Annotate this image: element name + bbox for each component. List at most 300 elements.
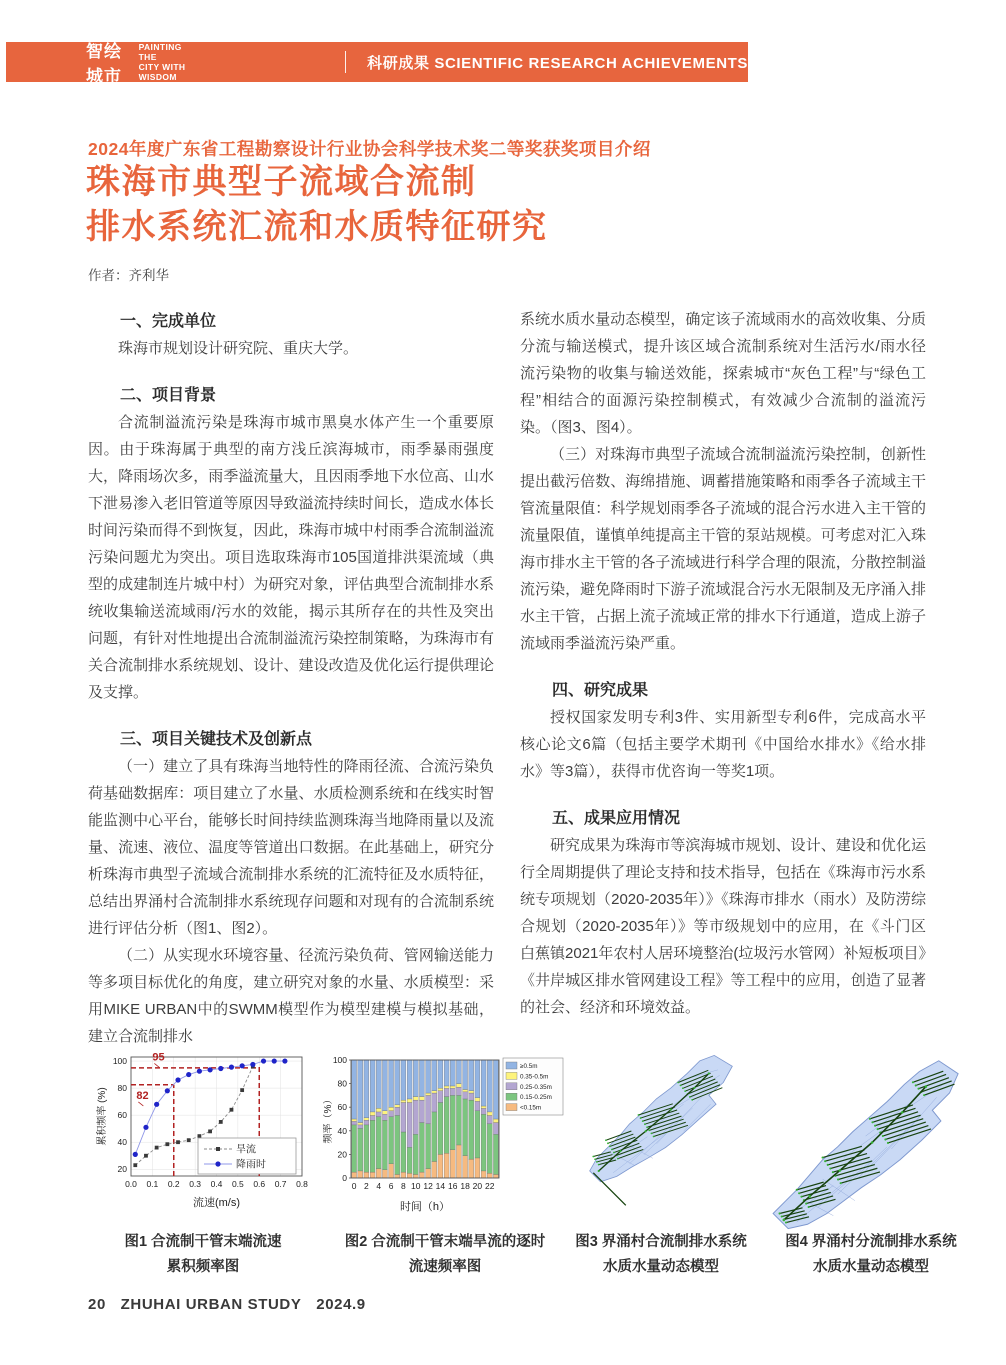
- legend-swatch: [506, 1104, 517, 1111]
- x-tick-label: 22: [485, 1181, 495, 1191]
- x-tick-label: 10: [411, 1181, 421, 1191]
- bar-segment: [376, 1108, 381, 1112]
- bar-segment: [389, 1117, 394, 1164]
- node-dot: [874, 1125, 876, 1127]
- legend-label: 旱流: [236, 1144, 256, 1156]
- bar-segment: [364, 1172, 369, 1178]
- data-point: [229, 1065, 234, 1070]
- node-dot: [796, 1189, 798, 1191]
- bar-segment: [463, 1099, 468, 1156]
- bar-segment: [463, 1156, 468, 1178]
- bar-segment: [469, 1091, 474, 1093]
- bar-segment: [426, 1169, 431, 1178]
- bar-segment: [426, 1095, 431, 1123]
- data-point: [143, 1125, 148, 1130]
- node-dot: [609, 1146, 611, 1148]
- paragraph: 珠海市规划设计研究院、重庆大学。: [118, 340, 359, 357]
- figure-1-chart: [92, 1050, 314, 1222]
- node-dot: [798, 1192, 800, 1194]
- x-tick-label: 20: [472, 1181, 483, 1191]
- bar-segment: [493, 1134, 498, 1174]
- node-dot: [689, 1096, 691, 1098]
- node-dot: [670, 1108, 672, 1110]
- node-dot: [646, 1126, 648, 1128]
- y-tick-label: 80: [117, 1083, 127, 1094]
- bar-segment: [364, 1118, 369, 1120]
- bar-segment: [438, 1091, 443, 1103]
- figure-4-caption-line1: 图4 界涌村分流制排水系统: [785, 1234, 957, 1250]
- figure-4-map-svg: [758, 1050, 984, 1249]
- article-title: [86, 160, 548, 250]
- node-dot: [642, 1120, 644, 1122]
- node-dot: [824, 1160, 826, 1162]
- legend-label: ≥0.5m: [520, 1063, 538, 1070]
- bar-segment: [419, 1060, 424, 1097]
- bar-segment: [407, 1102, 412, 1147]
- bar-segment: [382, 1120, 387, 1170]
- y-axis-label: 累积频率 (%): [97, 1087, 108, 1146]
- node-dot: [648, 1129, 650, 1131]
- figure-1-caption-line2: 累积频率图: [166, 1259, 240, 1275]
- data-point: [165, 1088, 170, 1093]
- y-tick-label: 60: [337, 1102, 347, 1113]
- author-line: 作者：齐利华: [88, 268, 169, 283]
- bar-segment: [376, 1117, 381, 1169]
- bar-segment: [444, 1060, 449, 1086]
- node-dot: [829, 1167, 831, 1169]
- node-dot: [800, 1196, 802, 1198]
- y-tick-label: 40: [117, 1137, 127, 1148]
- node-dot: [822, 1156, 824, 1158]
- bar-segment: [426, 1124, 431, 1169]
- node-dot: [871, 1141, 874, 1144]
- y-tick-label: 40: [337, 1125, 347, 1136]
- node-dot: [869, 1118, 871, 1120]
- bar-segment: [407, 1099, 412, 1103]
- node-dot: [598, 1164, 600, 1166]
- node-dot: [783, 1219, 786, 1222]
- bar-segment: [401, 1060, 406, 1100]
- bar-segment: [481, 1106, 486, 1108]
- bar-segment: [401, 1100, 406, 1102]
- node-dot: [901, 1111, 904, 1114]
- bar-segment: [481, 1108, 486, 1114]
- data-point: [282, 1058, 287, 1063]
- x-tick-label: 0.7: [274, 1179, 287, 1189]
- x-tick-label: 0.3: [189, 1179, 202, 1189]
- bar-segment: [358, 1128, 363, 1170]
- figure-4-caption: [752, 1230, 990, 1280]
- data-point: [187, 1138, 191, 1142]
- legend-marker: [215, 1161, 220, 1166]
- bar-segment: [463, 1090, 468, 1092]
- bar-segment: [413, 1134, 418, 1174]
- bar-segment: [382, 1114, 387, 1120]
- bar-segment: [364, 1120, 369, 1125]
- figure-1-chart-svg: [96, 1050, 310, 1210]
- x-axis-label: 时间（h）: [399, 1201, 451, 1213]
- section-heading: 三、项目关键技术及创新点: [120, 731, 313, 748]
- x-tick-label: 0.0: [125, 1179, 137, 1189]
- annotation: 95: [152, 1051, 165, 1064]
- bar-segment: [493, 1174, 498, 1178]
- data-point: [219, 1120, 223, 1124]
- bar-segment: [352, 1172, 357, 1178]
- bar-segment: [352, 1121, 357, 1125]
- bar-segment: [395, 1060, 400, 1105]
- node-dot: [884, 1138, 886, 1140]
- bar-segment: [419, 1123, 424, 1173]
- data-point: [240, 1088, 244, 1092]
- bar-segment: [463, 1060, 468, 1090]
- node-dot: [877, 1128, 879, 1130]
- data-point: [208, 1129, 212, 1133]
- legend-label: 0.35-0.5m: [520, 1073, 549, 1081]
- node-dot: [832, 1171, 834, 1173]
- bar-segment: [352, 1119, 357, 1121]
- bar-segment: [413, 1174, 418, 1178]
- bar-segment: [364, 1125, 369, 1172]
- node-dot: [708, 1072, 710, 1074]
- bar-segment: [438, 1102, 443, 1154]
- bar-segment: [419, 1097, 424, 1101]
- figure-3-map: [562, 1050, 760, 1222]
- section-heading: 一、完成单位: [120, 313, 217, 330]
- right-column: [520, 306, 926, 1021]
- node-dot: [611, 1149, 613, 1151]
- bar-segment: [358, 1060, 363, 1123]
- node-dot: [691, 1099, 693, 1101]
- x-axis-label: 流速(m/s): [192, 1197, 241, 1209]
- bar-segment: [444, 1097, 449, 1154]
- bar-segment: [469, 1060, 474, 1091]
- node-dot: [613, 1152, 615, 1154]
- x-tick-label: 0.1: [146, 1179, 159, 1189]
- header-divider: [345, 51, 346, 73]
- node-dot: [923, 1094, 925, 1096]
- bar-segment: [481, 1171, 486, 1178]
- figure-3-caption-line2: 水质水量动态模型: [603, 1259, 719, 1275]
- bar-segment: [364, 1060, 369, 1118]
- bar-segment: [450, 1095, 455, 1149]
- bar-segment: [456, 1087, 461, 1095]
- y-tick-label: 20: [117, 1164, 127, 1175]
- bar-segment: [438, 1088, 443, 1090]
- bar-segment: [376, 1060, 381, 1108]
- node-dot: [617, 1158, 619, 1160]
- x-tick-label: 18: [460, 1181, 470, 1191]
- bar-segment: [358, 1171, 363, 1178]
- bar-segment: [389, 1107, 394, 1111]
- bar-segment: [389, 1111, 394, 1117]
- legend-swatch: [506, 1062, 517, 1069]
- section-heading: 二、项目背景: [120, 387, 217, 404]
- x-tick-label: 0.2: [167, 1179, 180, 1189]
- bar-segment: [382, 1111, 387, 1115]
- bar-segment: [475, 1111, 480, 1158]
- node-dot: [882, 1135, 884, 1137]
- node-dot: [598, 1170, 600, 1172]
- legend-label: 降雨时: [236, 1159, 266, 1171]
- x-tick-label: 8: [401, 1181, 406, 1191]
- legend-label: <0.15m: [520, 1104, 542, 1112]
- bar-segment: [469, 1100, 474, 1159]
- x-tick-label: 12: [423, 1181, 433, 1191]
- x-tick-label: 4: [376, 1181, 382, 1191]
- y-axis-label: 频率（%）: [323, 1094, 334, 1144]
- bar-segment: [407, 1173, 412, 1178]
- figure-4-caption-line2: 水质水量动态模型: [813, 1259, 929, 1275]
- bar-segment: [401, 1172, 406, 1178]
- bar-segment: [395, 1105, 400, 1107]
- y-tick-label: 60: [117, 1110, 127, 1121]
- data-point: [198, 1134, 202, 1138]
- bar-segment: [376, 1169, 381, 1178]
- figure-3-map-svg: [566, 1050, 756, 1217]
- node-dot: [808, 1206, 810, 1208]
- data-point: [165, 1142, 169, 1146]
- bar-segment: [407, 1060, 412, 1099]
- node-dot: [644, 1123, 646, 1125]
- node-dot: [596, 1161, 598, 1163]
- data-point: [175, 1077, 180, 1082]
- bar-segment: [444, 1088, 449, 1096]
- bar-segment: [358, 1123, 363, 1125]
- data-point: [133, 1163, 137, 1167]
- node-dot: [640, 1117, 642, 1119]
- bar-segment: [413, 1097, 418, 1101]
- brand-logo-text: 智绘城市: [86, 42, 122, 86]
- paragraph: 合流制溢流污染是珠海市城市黑臭水体产生一个重要原因。由于珠海属于典型的南方浅丘滨海城市，雨季暴雨强度大，降雨场次多，雨季溢流量大，且因雨季地下水位高、山水下泄易渗入老旧管道等原因导致溢流持续时间长，造成水体长时间污染而得不到恢复，因此，珠海市城中村雨季合流制溢流污染问题尤为突出。项目选取珠海市105国道排洪渠流域（典型的成建制连片城中村）为研究对象，评估典型合流制排水系统收集输送流域雨/污水的效能，揭示其所存在的共性及突出问题，有针对性地提出合流制溢流污染控制策略，为珠海市有关合流制排水系统规划、设计、建设改造及优化运行提供理论及支撑。: [88, 414, 494, 701]
- data-point: [197, 1069, 202, 1074]
- legend-swatch: [506, 1093, 517, 1100]
- data-point: [261, 1058, 266, 1063]
- bar-segment: [487, 1124, 492, 1174]
- x-tick-label: 0.6: [253, 1179, 266, 1189]
- bar-segment: [450, 1150, 455, 1178]
- bar-segment: [450, 1060, 455, 1086]
- x-tick-label: 0: [351, 1181, 357, 1191]
- paragraph: 研究成果为珠海市等滨海城市规划、设计、建设和优化运行全周期提供了理论支持和技术指导，包括在《珠海市污水系统专项规划（2020-2035年）》《珠海市排水（雨水）及防涝综合规划（2020-2035年）》等市级规划中的应用，在《斗门区白蕉镇2021年农村人居环境整治(垃圾污水管网）补短板项目》《井岸城区排水管网建设工程》等工程中的应用，创造了显著的社会、经济和环境效益。: [520, 837, 926, 1016]
- bar-segment: [438, 1060, 443, 1088]
- figure-2-chart: [320, 1050, 570, 1222]
- x-tick-label: 14: [435, 1181, 446, 1191]
- node-dot: [592, 1156, 594, 1158]
- figure-1-caption-line1: 图1 合流制干管末端流速: [124, 1234, 282, 1250]
- bar-segment: [481, 1060, 486, 1106]
- x-tick-label: 0.4: [210, 1179, 223, 1189]
- figure-4-map: [752, 1050, 990, 1222]
- node-dot: [871, 1121, 873, 1123]
- node-dot: [840, 1182, 842, 1184]
- bar-segment: [487, 1115, 492, 1123]
- bar-segment: [456, 1060, 461, 1084]
- bar-segment: [469, 1159, 474, 1178]
- bar-segment: [419, 1100, 424, 1122]
- left-column: [88, 306, 494, 1050]
- bar-segment: [450, 1086, 455, 1088]
- node-dot: [682, 1087, 684, 1089]
- data-point: [230, 1108, 234, 1112]
- paragraph: 系统水质水量动态模型，确定该子流域雨水的高效收集、分质分流与输送模式，提升该区域合流制系统对生活污水/雨水径流污染物的收集与输送效能，探索城市“灰色工程”与“绿色工程”相结合的面源污染控制模式，有效减少合流制的溢流污染。（图3、图4）。: [520, 311, 926, 436]
- brand-slogan-line2: CITY WITH WISDOM: [138, 62, 186, 82]
- node-dot: [693, 1087, 695, 1089]
- x-tick-label: 0.5: [231, 1179, 244, 1189]
- journal-name: ZHUHAI URBAN STUDY: [120, 1296, 302, 1313]
- bar-segment: [432, 1093, 437, 1112]
- data-point: [176, 1140, 180, 1144]
- figure-3: [562, 1050, 760, 1280]
- bar-segment: [475, 1158, 480, 1178]
- figure-1-caption: [92, 1230, 314, 1280]
- bar-segment: [413, 1060, 418, 1097]
- node-dot: [651, 1133, 653, 1135]
- bar-segment: [432, 1161, 437, 1178]
- data-point: [186, 1072, 191, 1077]
- paragraph: （一）建立了具有珠海当地特性的降雨径流、合流污染负荷基础数据库：项目建立了水量、水质检测系统和在线实时智能监测中心平台，能够长时间持续监测珠海当地降雨量以及流量、流速、液位、温度等管道出口数据。在此基础上，研究分析珠海市典型子流域合流制排水系统的汇流特征及水质特征，总结出界涌村合流制排水系统现存问题和对现有的合流制系统进行评估分析（图1、图2）。: [88, 758, 494, 937]
- bar-segment: [376, 1112, 381, 1117]
- bar-segment: [370, 1112, 375, 1116]
- figure-2-caption-line1: 图2 合流制干管末端旱流的逐时: [344, 1234, 546, 1250]
- node-dot: [638, 1114, 640, 1116]
- node-dot: [837, 1178, 839, 1180]
- bar-segment: [487, 1173, 492, 1178]
- node-dot: [925, 1085, 928, 1088]
- bar-segment: [395, 1115, 400, 1174]
- bar-segment: [426, 1093, 431, 1095]
- figure-2-chart-svg: [323, 1050, 567, 1216]
- figure-1: [92, 1050, 314, 1280]
- y-tick-label: 0: [342, 1173, 347, 1183]
- article-title-line1: 珠海市典型子流域合流制: [86, 163, 477, 201]
- bar-segment: [487, 1112, 492, 1116]
- bar-segment: [358, 1125, 363, 1129]
- x-tick-label: 16: [448, 1181, 458, 1191]
- brand-slogan: [139, 42, 191, 82]
- legend-label: 0.25-0.35m: [520, 1083, 552, 1091]
- bar-segment: [389, 1164, 394, 1178]
- paragraph: （二）从实现水环境容量、径流污染负荷、管网输送能力等多项目标优化的角度，建立研究对象的水量、水质模型：采用MIKE URBAN中的SWMM模型作为模型建模与模拟基础，建立合流制排水: [88, 947, 494, 1045]
- legend-swatch: [506, 1072, 517, 1079]
- section-label: 科研成果 SCIENTIFIC RESEARCH ACHIEVEMENTS: [367, 54, 749, 72]
- figure-3-caption: [562, 1230, 760, 1280]
- node-dot: [645, 1130, 647, 1132]
- bar-segment: [444, 1086, 449, 1088]
- page-number: 20: [88, 1296, 106, 1313]
- issue-label: 2024.9: [316, 1296, 366, 1313]
- x-tick-label: 0.8: [296, 1179, 308, 1189]
- y-tick-label: 100: [332, 1055, 347, 1065]
- bar-segment: [456, 1145, 461, 1178]
- bar-segment: [432, 1112, 437, 1162]
- node-dot: [827, 1164, 829, 1166]
- bar-segment: [382, 1170, 387, 1178]
- annotation-tick: [138, 1102, 143, 1106]
- data-point: [155, 1146, 159, 1150]
- annotation: 82: [136, 1089, 149, 1102]
- section-heading: 五、成果应用情况: [552, 810, 681, 827]
- y-tick-label: 20: [337, 1149, 347, 1160]
- bar-segment: [432, 1091, 437, 1093]
- data-point: [154, 1102, 159, 1107]
- section-heading: 四、研究成果: [552, 682, 649, 699]
- node-dot: [839, 1169, 842, 1172]
- bar-segment: [456, 1095, 461, 1145]
- bar-segment: [475, 1060, 480, 1098]
- bar-segment: [370, 1060, 375, 1112]
- page-footer: [88, 1296, 376, 1313]
- node-dot: [607, 1142, 609, 1144]
- node-dot: [778, 1212, 780, 1214]
- node-dot: [887, 1142, 889, 1144]
- node-dot: [917, 1088, 919, 1090]
- node-dot: [684, 1090, 686, 1092]
- bar-segment: [493, 1119, 498, 1123]
- bar-segment: [389, 1060, 394, 1107]
- figure-4: [752, 1050, 990, 1280]
- node-dot: [781, 1215, 783, 1217]
- node-dot: [915, 1084, 917, 1086]
- node-dot: [677, 1082, 679, 1084]
- brand-slogan-line1: PAINTING THE: [138, 42, 182, 62]
- data-point: [207, 1067, 212, 1072]
- node-dot: [605, 1139, 607, 1141]
- bar-segment: [395, 1174, 400, 1178]
- data-point: [240, 1063, 245, 1068]
- bar-segment: [450, 1088, 455, 1095]
- legend-label: 0.15-0.25m: [520, 1094, 552, 1102]
- data-point: [250, 1062, 255, 1067]
- bar-segment: [401, 1102, 406, 1132]
- bar-segment: [419, 1172, 424, 1178]
- bar-segment: [475, 1098, 480, 1102]
- bar-segment: [475, 1101, 480, 1110]
- paragraph: （三）对珠海市典型子流域合流制溢流污染控制，创新性提出截污倍数、海绵措施、调蓄措施策略和雨季各子流域主干管流量限值：科学规划雨季各子流域的混合污水进入主干管的流量限值，谨慎单纯提高主干管的泵站规模。可考虑对汇入珠海市排水主干管的各子流域进行科学合理的限流，分散控制溢流污染，避免降雨时下游子流域混合污水无限制及无序涌入排水主干管，占据上流子流域正常的排水下行通道，造成上游子流域雨季溢流污染严重。: [520, 446, 926, 652]
- data-point: [133, 1152, 138, 1157]
- node-dot: [619, 1150, 621, 1152]
- bar-segment: [456, 1084, 461, 1088]
- header-banner: [6, 42, 749, 86]
- bar-segment: [370, 1115, 375, 1120]
- bar-segment: [493, 1060, 498, 1119]
- bar-segment: [382, 1060, 387, 1111]
- figure-3-caption-line1: 图3 界涌村合流制排水系统: [575, 1234, 747, 1250]
- bar-segment: [487, 1060, 492, 1112]
- y-tick-label: 100: [112, 1056, 127, 1067]
- bar-segment: [352, 1060, 357, 1119]
- figure-2-caption: [320, 1230, 570, 1280]
- bar-segment: [370, 1172, 375, 1178]
- bar-segment: [438, 1154, 443, 1178]
- figure-2-caption-line2: 流速频率图: [408, 1259, 482, 1275]
- node-dot: [594, 1158, 596, 1160]
- node-dot: [653, 1136, 655, 1138]
- bar-segment: [432, 1060, 437, 1091]
- x-tick-label: 2: [364, 1181, 369, 1191]
- node-dot: [808, 1195, 811, 1198]
- bar-segment: [463, 1092, 468, 1099]
- bar-segment: [413, 1100, 418, 1134]
- legend-marker: [216, 1147, 220, 1151]
- paragraph: 授权国家发明专利3件、实用新型专利6件，完成高水平核心论文6篇（包括主要学术期刊《中国给水排水》《给水排水》等3篇），获得市优咨询一等奖1项。: [520, 709, 926, 780]
- node-dot: [805, 1203, 807, 1205]
- legend-swatch: [506, 1083, 517, 1090]
- figure-2: [320, 1050, 570, 1280]
- article-title-line2: 排水系统汇流和水质特征研究: [86, 208, 548, 246]
- bar-segment: [370, 1120, 375, 1172]
- bar-segment: [426, 1060, 431, 1093]
- bar-segment: [352, 1125, 357, 1172]
